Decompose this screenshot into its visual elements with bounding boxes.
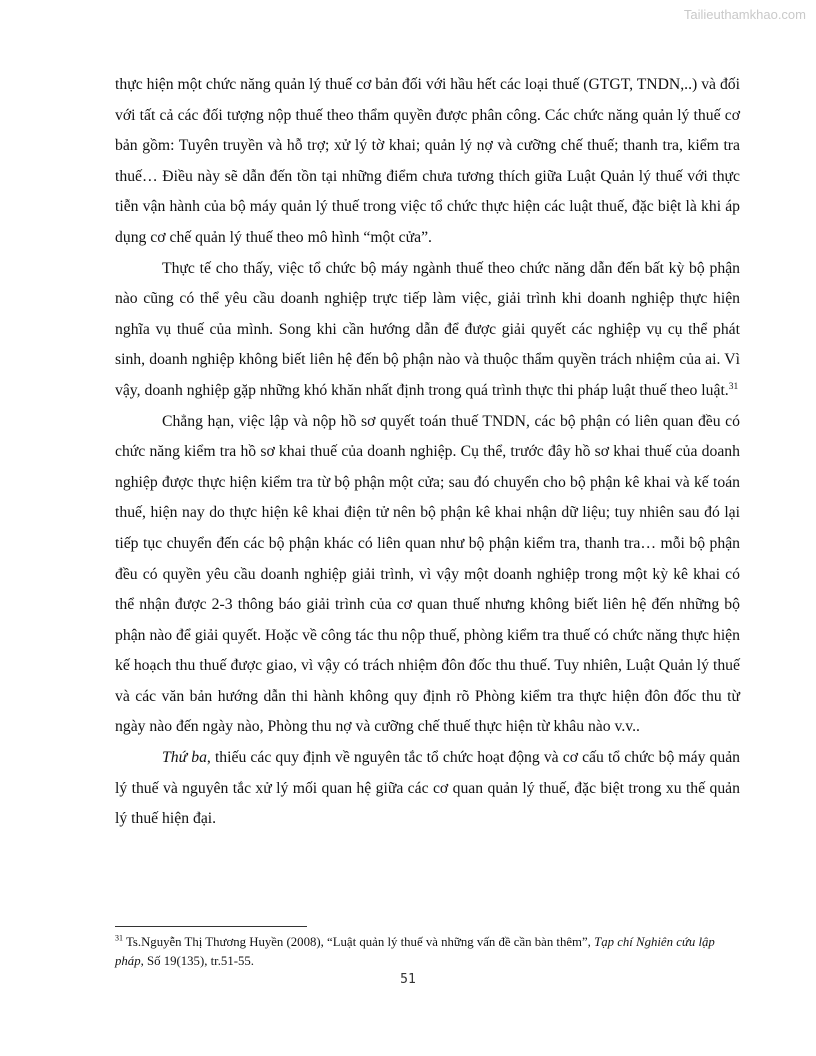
- footnote-reference: 31: [728, 381, 739, 392]
- footnote-text-end: , Số 19(135), tr.51-55.: [140, 954, 254, 968]
- footnote-text: Ts.Nguyễn Thị Thương Huyền (2008), “Luật quản lý thuế và những vấn đề cần bàn thêm”,: [123, 935, 595, 949]
- paragraph: [115, 254, 740, 407]
- paragraph-text: , thiếu các quy định về nguyên tắc tổ chức hoạt động và cơ cấu tổ chức bộ máy quản lý thuế và nguyên tắc xử lý mối quan hệ giữa các cơ quan quản lý thuế, đặc biệt trong xu thế quản lý thuế hiện đại.: [115, 749, 741, 828]
- paragraph: [115, 70, 740, 254]
- paragraph: [115, 743, 740, 835]
- paragraph-text: Thực tế cho thấy, việc tổ chức bộ máy ngành thuế theo chức năng dẫn đến bất kỳ bộ phận nào cũng có thể yêu cầu doanh nghiệp trực tiếp làm việc, giải trình khi doanh nghiệp thực hiện nghĩa vụ thuế của mình. Song khi cần hướng dẫn để được giải quyết các nghiệp vụ cụ thể phát sinh, doanh nghiệp không biết liên hệ đến bộ phận nào và thuộc thẩm quyền trách nhiệm của ai. Vì vậy, doanh nghiệp gặp những khó khăn nhất định trong quá trình thực thi pháp luật thuế theo luật.: [115, 259, 740, 399]
- footnote-separator: [115, 926, 307, 927]
- watermark: Tailieuthamkhao.com: [683, 7, 806, 22]
- footnote-journal: Tạp chí Nghiên cứu lập pháp: [115, 935, 715, 968]
- paragraph: [115, 407, 740, 744]
- body-text: [115, 70, 740, 835]
- italic-lead: Thứ ba: [162, 749, 207, 767]
- paragraph-text: Chẳng hạn, việc lập và nộp hồ sơ quyết toán thuế TNDN, các bộ phận có liên quan đều có chức năng kiểm tra hồ sơ khai thuế của doanh nghiệp. Cụ thể, trước đây hồ sơ khai thuế của doanh nghiệp được thực hiện kiểm tra từ bộ phận một cửa; sau đó chuyển cho bộ phận kê khai và kế toán thuế, hiện nay do thực hiện kê khai điện tử nên bộ phận kê khai nhận dữ liệu; tuy nhiên sau đó lại tiếp tục chuyển đến các bộ phận khác có liên quan như bộ phận kiểm tra, thanh tra… mỗi bộ phận đều có quyền yêu cầu doanh nghiệp giải trình, vì vậy một doanh nghiệp trong một kỳ kê khai có thể nhận được 2-3 thông báo giải trình của cơ quan thuế nhưng không biết liên hệ đến những bộ phận nào để giải quyết. Hoặc về công tác thu nộp thuế, phòng kiểm tra thuế có chức năng thực hiện kế hoạch thu thuế được giao, vì vậy có trách nhiệm đôn đốc thu thuế. Tuy nhiên, Luật Quản lý thuế và các văn bản hướng dẫn thi hành không quy định rõ Phòng kiểm tra thực hiện đôn đốc thu từ ngày nào đến ngày nào, Phòng thu nợ và cưỡng chế thuế thực hiện từ khâu nào v.v..: [115, 412, 740, 736]
- page-number: 51: [400, 972, 416, 987]
- footnote: [115, 933, 740, 971]
- footnote-number: 31: [115, 933, 123, 943]
- paragraph-text: thực hiện một chức năng quản lý thuế cơ bản đối với hầu hết các loại thuế (GTGT, TNDN,..) và đối với tất cả các đối tượng nộp thuế theo thẩm quyền được phân công. Các chức năng quản lý thuế cơ bản gồm: Tuyên truyền và hỗ trợ; xử lý tờ khai; quản lý nợ và cưỡng chế thuế; thanh tra, kiểm tra thuế… Điều này sẽ dẫn đến tồn tại những điểm chưa tương thích giữa Luật Quản lý thuế với thực tiễn vận hành của bộ máy quản lý thuế trong việc tổ chức thực hiện các luật thuế, đặc biệt là khi áp dụng cơ chế quản lý thuế theo mô hình “một cửa”.: [115, 76, 740, 246]
